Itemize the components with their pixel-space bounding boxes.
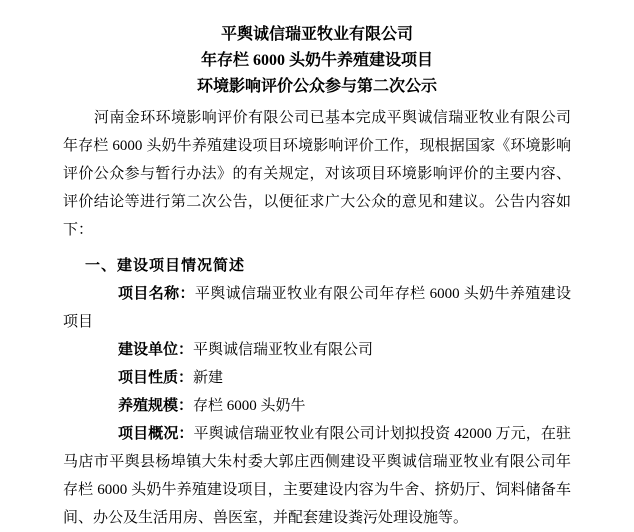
- item-project-nature-value: 新建: [193, 370, 224, 386]
- item-project-overview-value: 平舆诚信瑞亚牧业有限公司计划拟投资 42000 万元，在驻马店市平舆县杨埠镇大朱村委大郭庄西侧建设平舆诚信瑞亚牧业有限公司年存栏 6000 头奶牛养殖建设项目，主要建设内容为牛舍、挤奶厅、饲料储备车间、办公及生活用房、兽医室，并配套建设粪污处理设施等。: [63, 426, 571, 526]
- intro-paragraph: 河南金环环境影响评价有限公司已基本完成平舆诚信瑞亚牧业有限公司年存栏 6000 头奶牛养殖建设项目环境影响评价工作，现根据国家《环境影响评价公众参与暂行办法》的有关规定，对该项目环境影响评价的主要内容、评价结论等进行第二次公告，以便征求广大公众的意见和建议。公告内容如下：: [63, 110, 571, 238]
- item-project-name: [63, 280, 571, 336]
- item-project-nature-label: 项目性质：: [118, 370, 194, 386]
- item-construction-unit-label: 建设单位：: [118, 342, 194, 358]
- item-project-overview: [63, 420, 571, 532]
- doc-title-line-1: 平舆诚信瑞亚牧业有限公司: [220, 26, 413, 43]
- item-project-name-value: 平舆诚信瑞亚牧业有限公司年存栏 6000 头奶牛养殖建设项目: [63, 286, 571, 330]
- doc-title-line-3: 环境影响评价公众参与第二次公示: [196, 78, 437, 95]
- item-breeding-scale-label: 养殖规模：: [118, 398, 194, 414]
- section-heading: 一、建设项目情况简述: [85, 258, 246, 274]
- item-breeding-scale-value: 存栏 6000 头奶牛: [193, 398, 306, 414]
- item-project-overview-label: 项目概况：: [118, 426, 194, 442]
- item-project-name-label: 项目名称：: [118, 286, 195, 302]
- item-breeding-scale: [63, 392, 571, 420]
- item-project-nature: [63, 364, 571, 392]
- item-construction-unit: [63, 336, 571, 364]
- doc-title-line-2: 年存栏 6000 头奶牛养殖建设项目: [200, 52, 433, 69]
- item-construction-unit-value: 平舆诚信瑞亚牧业有限公司: [193, 342, 374, 358]
